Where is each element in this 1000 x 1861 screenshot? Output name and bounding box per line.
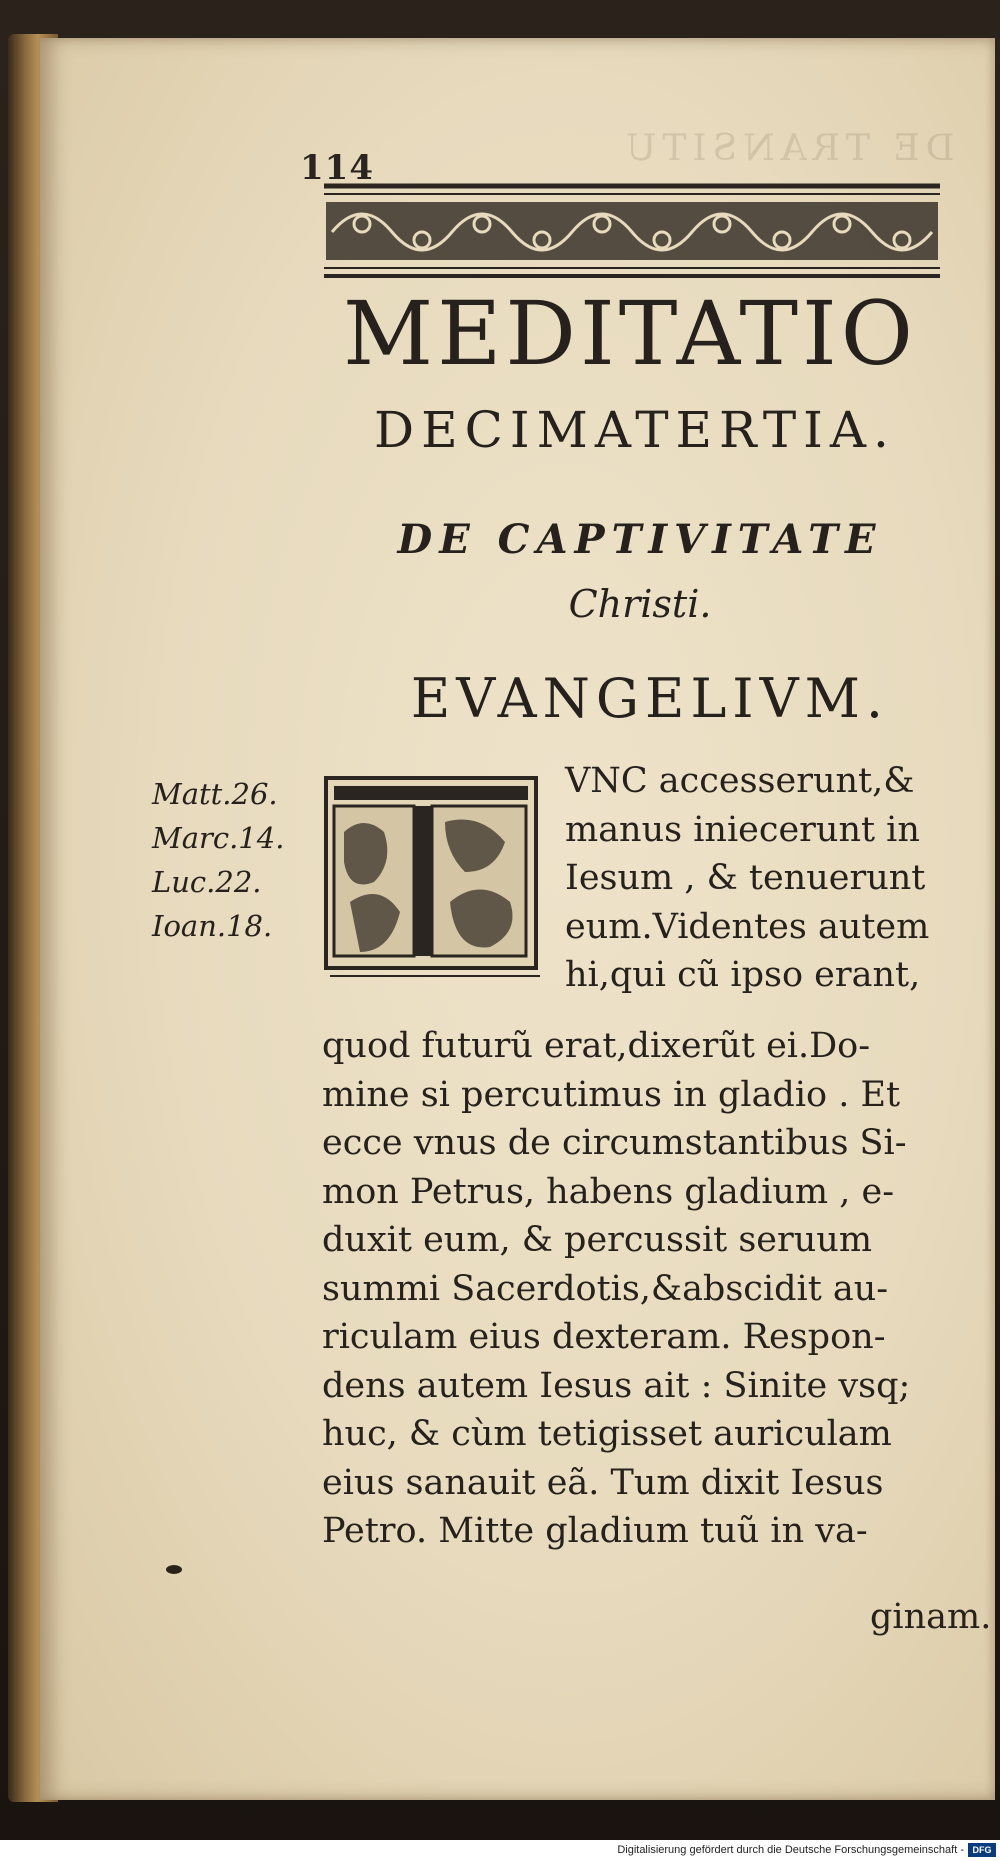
text-line: mon Petrus, habens gladium , e- [322,1171,895,1212]
bleed-through-text: DE TRANSITU [620,128,955,169]
text-line: Petro. Mitte gladium tuũ in va- [322,1511,868,1551]
ornamental-band-icon [322,180,942,282]
text-line: summi Sacerdotis,&abscidit au- [322,1268,889,1309]
text-line: dens autem Iesus ait : Sinite vsq; [322,1365,911,1406]
text-last-line: ginam. [870,1597,992,1637]
footer-bar [0,1840,1000,1861]
text-line: huc, & cùm tetigisset auriculam [322,1414,892,1454]
text-line: VNC accesserunt,& [565,761,915,801]
text-line: manus iniecerunt in [565,809,920,850]
heading-christi: Christi. [568,582,712,626]
ink-spot [166,1565,182,1574]
text-line: duxit eum, & percussit seruum [322,1220,873,1260]
margin-references [152,772,322,948]
title-meditatio: MEDITATIO [343,282,917,385]
text-line: mine si percutimus in gladio . Et [322,1074,901,1115]
heading-de-captivitate: DE CAPTIVITATE [397,516,883,563]
footer-credit: Digitalisierung gefördert durch die Deutsche Forschungsgemeinschaft - [617,1844,964,1856]
margin-ref: Luc.22. [152,865,262,899]
margin-ref: Marc.14. [152,821,285,855]
text-line: quod futurũ erat,dixerũt ei.Do- [322,1026,871,1066]
text-line: eum.Videntes autem [565,906,930,947]
page-number: 114 [300,148,374,188]
dfg-logo-icon: DFG [968,1843,996,1857]
text-line: eius sanauit eã. Tum dixit Iesus [322,1462,884,1503]
margin-ref: Ioan.18. [152,909,273,943]
text-line: hi,qui cũ ipso erant, [565,955,921,995]
text-line: riculam eius dexteram. Respon- [322,1317,886,1357]
gospel-text-full [322,1022,982,1556]
gospel-text-indented [565,757,985,1000]
text-line: ecce vnus de circumstantibus Si- [322,1123,907,1163]
heading-evangelium: EVANGELIVM. [410,667,890,730]
woodcut-initial-T-icon [320,772,548,984]
title-decimatertia: DECIMATERTIA. [374,401,896,459]
text-line: Iesum , & tenuerunt [565,858,926,898]
margin-ref: Matt.26. [152,777,278,811]
